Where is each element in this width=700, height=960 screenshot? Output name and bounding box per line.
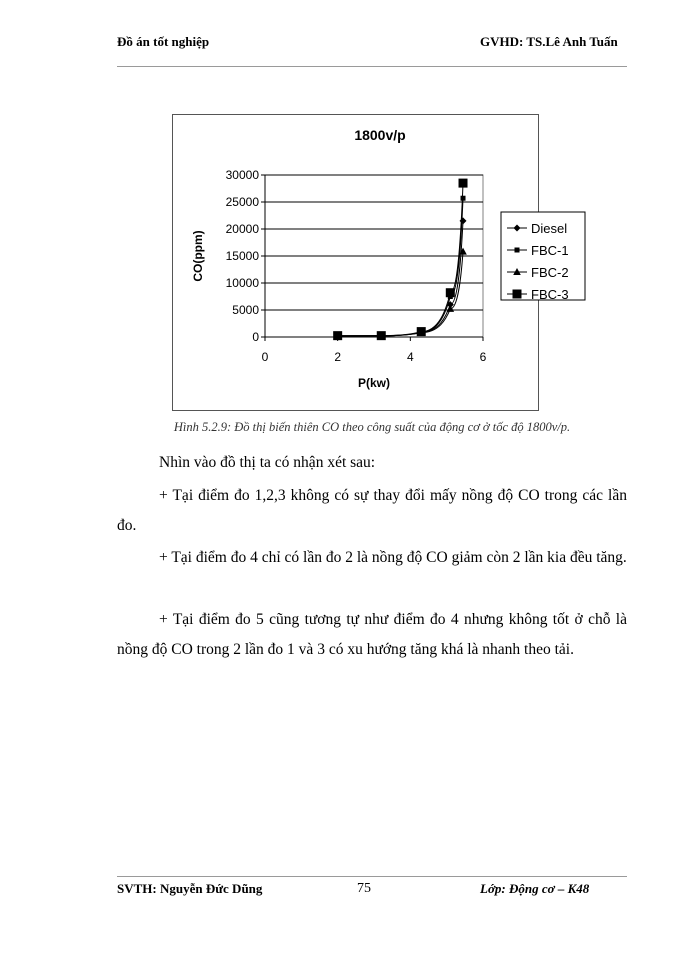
y-tick-label: 25000 [225,195,259,209]
y-tick-label: 5000 [232,303,259,317]
y-axis-label: CO(ppm) [191,230,205,282]
chart-container [172,114,569,411]
header-right: GVHD: TS.Lê Anh Tuấn [480,34,618,49]
y-tick-label: 30000 [225,168,259,182]
x-tick-label: 2 [334,350,342,364]
footer-rule [117,876,627,877]
legend-label: FBC-2 [531,265,569,280]
paragraph-point-5: + Tại điểm đo 5 cũng tương tự như điểm đo 4 nhưng không tốt ở chỗ là nồng độ CO trong 2 lần đo 1 và 3 có xu hướng tăng khá là nhanh theo tải. [117,611,627,658]
figure-caption: Hình 5.2.9: Đồ thị biến thiên CO theo công suất của động cơ ở tốc độ 1800v/p. [173,420,571,434]
chart-title: 1800v/p [354,127,406,143]
data-point [446,288,455,297]
y-tick-label: 0 [252,330,259,344]
paragraph-intro: Nhìn vào đồ thị ta có nhận xét sau: [159,454,376,471]
y-tick-label: 20000 [225,222,259,236]
header-left: Đồ án tốt nghiệp [117,34,210,49]
legend-marker [513,290,522,299]
page-number: 75 [357,881,371,896]
data-point [417,327,426,336]
paragraph-point-1-2-3: + Tại điểm đo 1,2,3 không có sự thay đổi mấy nồng độ CO trong các lần đo. [117,487,627,534]
data-point [461,196,466,201]
paragraph-point-4: + Tại điểm đo 4 chỉ có lần đo 2 là nồng độ CO giảm còn 2 lần kia đều tăng. [159,549,627,566]
x-axis-label: P(kw) [357,376,391,390]
x-tick-label: 0 [261,350,269,364]
data-point [459,179,468,188]
legend-marker [515,248,520,253]
header-rule [117,66,627,67]
y-tick-label: 10000 [225,276,259,290]
x-tick-label: 4 [406,350,414,364]
y-tick-label: 15000 [225,249,259,263]
footer-student: SVTH: Nguyễn Đức Dũng [117,881,263,896]
co-chart [173,115,569,410]
footer-class: Lớp: Động cơ – K48 [480,881,590,896]
legend-label: FBC-3 [531,287,569,302]
legend-label: FBC-1 [531,243,569,258]
x-tick-label: 6 [479,350,487,364]
data-point [377,331,386,340]
legend-label: Diesel [531,221,568,236]
